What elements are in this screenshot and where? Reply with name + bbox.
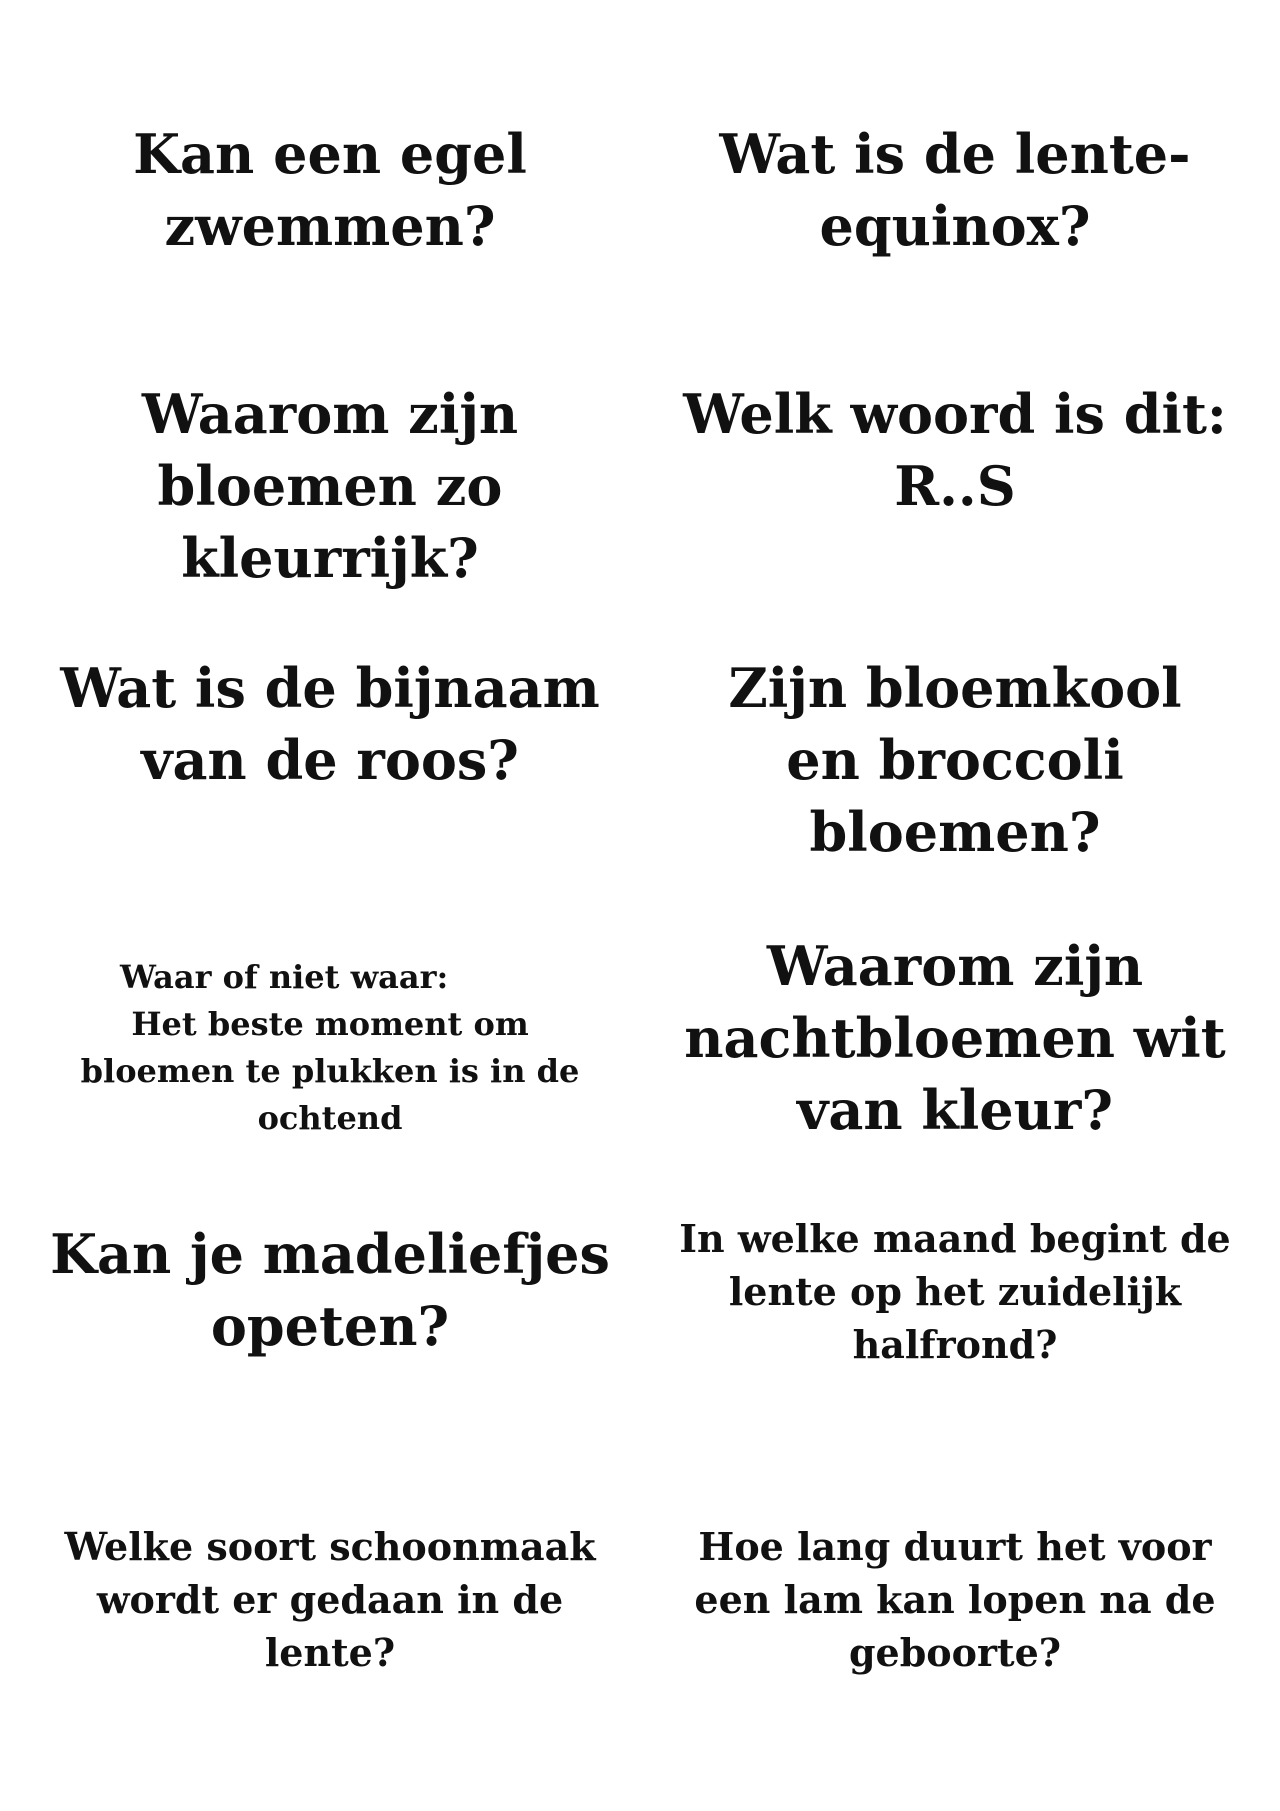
- question-card-madeliefjes: [30, 1218, 630, 1362]
- question-card-equinox: [655, 118, 1255, 262]
- card-line: ochtend: [257, 1099, 403, 1137]
- card-line: en broccoli: [786, 728, 1124, 792]
- card-line: wordt er gedaan in de: [96, 1577, 564, 1622]
- question-card-zuidelijk-halfrond: [655, 1212, 1255, 1371]
- question-card-schoonmaak: [30, 1520, 630, 1679]
- card-line: Kan een egel: [133, 122, 527, 186]
- card-line: Wat is de lente-: [719, 122, 1191, 186]
- card-line: Waarom zijn: [766, 934, 1144, 998]
- question-card-nachtbloemen: [655, 930, 1255, 1146]
- card-line: bloemen te plukken is in de: [80, 1052, 580, 1090]
- card-line: lente op het zuidelijk: [728, 1269, 1182, 1314]
- card-line: kleurrijk?: [181, 526, 479, 590]
- question-card-kleurrijk: [30, 378, 630, 594]
- card-line: geboorte?: [848, 1630, 1062, 1675]
- question-card-lam: [655, 1520, 1255, 1679]
- card-line: van kleur?: [796, 1078, 1114, 1142]
- card-line: Kan je madeliefjes: [50, 1222, 610, 1286]
- card-line: zwemmen?: [164, 194, 496, 258]
- card-line: R..S: [894, 454, 1016, 518]
- card-line: Welk woord is dit:: [683, 382, 1227, 446]
- card-line: Welke soort schoonmaak: [64, 1524, 596, 1569]
- card-line: Hoe lang duurt het voor: [698, 1524, 1212, 1569]
- question-card-bloemkool: [655, 652, 1255, 868]
- question-card-roos: [30, 652, 630, 796]
- card-line: bloemen zo: [157, 454, 503, 518]
- card-line: Zijn bloemkool: [728, 656, 1182, 720]
- card-line: bloemen?: [809, 800, 1101, 864]
- card-line: halfrond?: [852, 1322, 1058, 1367]
- card-line: equinox?: [819, 194, 1091, 258]
- card-line: Wat is de bijnaam: [60, 656, 600, 720]
- card-line: opeten?: [210, 1294, 450, 1358]
- card-line: nachtbloemen wit: [684, 1006, 1226, 1070]
- card-line: In welke maand begint de: [679, 1216, 1231, 1261]
- card-line: een lam kan lopen na de: [694, 1577, 1216, 1622]
- card-line: Waar of niet waar:: [120, 958, 449, 996]
- card-line: Waarom zijn: [141, 382, 519, 446]
- question-card-plukken: [40, 954, 620, 1142]
- question-card-egel: [30, 118, 630, 262]
- question-card-woord: [655, 378, 1255, 522]
- card-line: Het beste moment om: [131, 1005, 529, 1043]
- card-line: van de roos?: [141, 728, 519, 792]
- card-line: lente?: [264, 1630, 396, 1675]
